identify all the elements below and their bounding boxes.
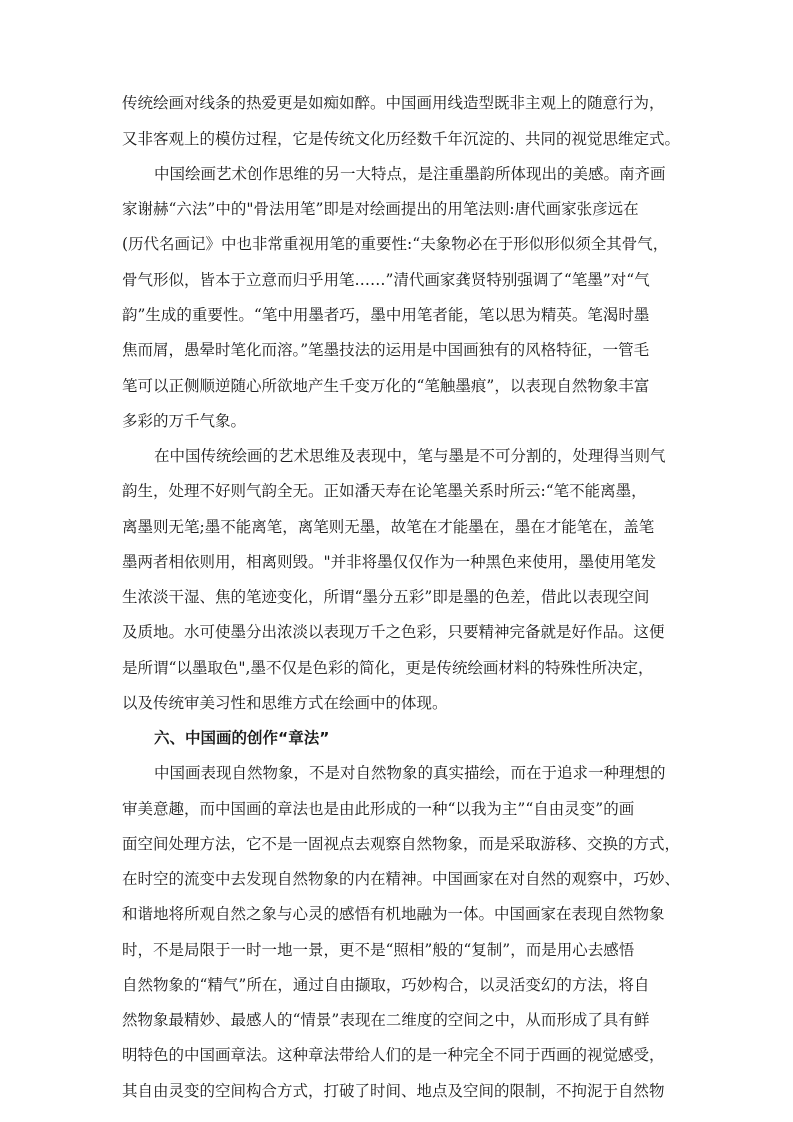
section-heading: 六、中国画的创作“章法”: [154, 729, 330, 747]
paragraph-line: 笔可以正侧顺逆随心所欲地产生千变万化的“笔触墨痕”，以表现自然物象丰富: [122, 377, 650, 395]
paragraph-line: 家谢赫“六法”中的"骨法用笔”即是对绘画提出的用笔法则:唐代画家张彦远在: [122, 200, 639, 218]
paragraph-line: (历代名画记》中也非常重视用笔的重要性:“夫象物必在于形似形似须全其骨气，: [122, 235, 669, 253]
paragraph-line: 及质地。水可使墨分出浓淡以表现万千之色彩，只要精神完备就是好作品。这便: [122, 623, 665, 641]
paragraph-line: 然物象最精妙、最感人的“情景”表现在二维度的空间之中，从而形成了具有鲜: [122, 1011, 650, 1029]
paragraph-line: 中国绘画艺术创作思维的另一大特点，是注重墨韵所体现出的美感。南齐画: [154, 165, 666, 183]
paragraph-line: 又非客观上的模仿过程，它是传统文化历经数千年沉淀的、共同的视觉思维定式。: [122, 130, 681, 148]
paragraph-line: 自然物象的“精气”所在，通过自由撷取，巧妙构合，以灵活变幻的方法，将自: [122, 976, 650, 994]
paragraph-line: 多彩的万千气象。: [122, 412, 247, 430]
paragraph-line: 焦而屑，愚晕时笔化而溶。”笔墨技法的运用是中国画独有的风格特征，一管毛: [122, 341, 650, 359]
paragraph-line: 和谐地将所观自然之象与心灵的感悟有机地融为一体。中国画家在表现自然物象: [122, 905, 665, 923]
paragraph-line: 生浓淡干湿、焦的笔迹变化，所谓“墨分五彩”即是墨的色差，借此以表现空间: [122, 588, 650, 606]
paragraph-line: 其自由灵变的空间构合方式，打破了时间、地点及空间的限制，不拘泥于自然物: [122, 1082, 665, 1100]
paragraph-line: 韵生，处理不好则气韵全无。正如潘天寿在论笔墨关系时所云:“笔不能离墨，: [122, 482, 647, 500]
paragraph-line: 传统绘画对线条的热爱更是如痴如醉。中国画用线造型既非主观上的随意行为，: [122, 94, 665, 112]
paragraph-line: 韵”生成的重要性。“笔中用墨者巧，墨中用笔者能，笔以思为精英。笔渴时墨: [122, 306, 650, 324]
paragraph-line: 面空间处理方法，它不是一固视点去观察自然物象，而是采取游移、交换的方式，: [122, 835, 681, 853]
paragraph-line: 以及传统审美习性和思维方式在绘画中的体现。: [122, 694, 448, 712]
paragraph-line: 在中国传统绘画的艺术思维及表现中，笔与墨是不可分割的，处理得当则气: [154, 447, 666, 465]
paragraph-line: 骨气形似，皆本于立意而归乎用笔……”清代画家龚贤特别强调了“笔墨”对“气: [122, 271, 650, 289]
paragraph-line: 中国画表现自然物象，不是对自然物象的真实描绘，而在于追求一种理想的: [154, 764, 666, 782]
paragraph-line: 时，不是局限于一时一地一景，更不是“照相”般的“复制”，而是用心去感悟: [122, 941, 635, 959]
paragraph-line: 离墨则无笔;墨不能离笔，离笔则无墨，故笔在才能墨在，墨在才能笔在，盖笔: [122, 518, 655, 536]
paragraph-line: 审美意趣，而中国画的章法也是由此形成的一种“以我为主”“自由灵变”的画: [122, 800, 635, 818]
paragraph-line: 明特色的中国画章法。这种章法带给人们的是一种完全不同于西画的视觉感受，: [122, 1046, 665, 1064]
paragraph-line: 墨两者相依则用，相离则毁。"并非将墨仅仅作为一种黑色来使用，墨使用笔发: [122, 553, 657, 571]
paragraph-line: 在时空的流变中去发现自然物象的内在精神。中国画家在对自然的观察中，巧妙、: [122, 870, 681, 888]
paragraph-line: 是所谓“以墨取色",墨不仅是色彩的简化，更是传统绘画材料的特殊性所决定，: [122, 659, 654, 677]
